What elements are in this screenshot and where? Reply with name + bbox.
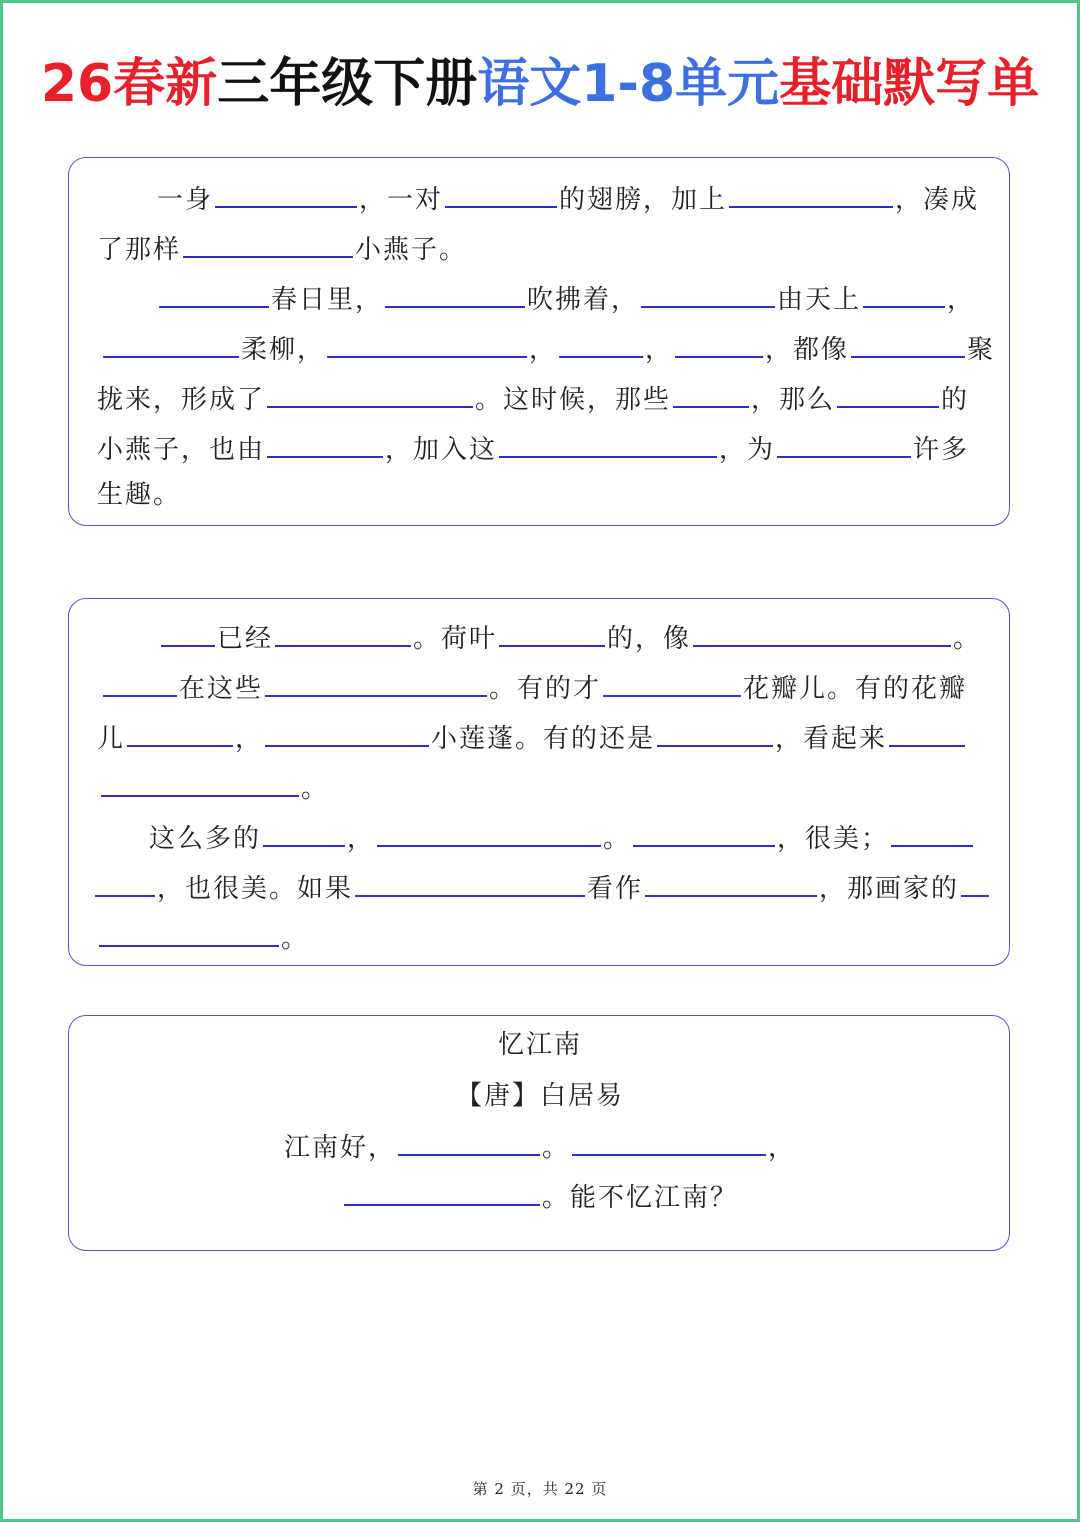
s2-line-7 xyxy=(97,917,309,956)
fill-blank[interactable] xyxy=(398,1126,540,1156)
fill-blank[interactable] xyxy=(95,867,155,897)
section-poem xyxy=(68,1015,1010,1251)
text: ，也很美。如果 xyxy=(157,874,354,904)
poem-title: 忆江南 xyxy=(497,1030,582,1060)
fill-blank[interactable] xyxy=(673,378,749,408)
text: ，看起来 xyxy=(775,724,888,754)
text: 了那样 xyxy=(97,235,182,265)
fill-blank[interactable] xyxy=(101,767,299,797)
poem-line-1 xyxy=(69,1126,1011,1165)
s2-line-6 xyxy=(93,867,991,906)
fill-blank[interactable] xyxy=(327,328,527,358)
text: ，那么 xyxy=(751,385,836,415)
text: ，很美； xyxy=(777,824,890,854)
s2-line-5 xyxy=(149,817,975,856)
text: 看作 xyxy=(587,874,644,904)
text: 的 xyxy=(941,385,970,415)
text: ， xyxy=(768,1133,797,1163)
text: 。荷叶 xyxy=(413,624,498,654)
text: ，凑成 xyxy=(895,185,980,215)
section-lotus xyxy=(68,598,1010,966)
fill-blank[interactable] xyxy=(891,817,973,847)
s2-line-4 xyxy=(99,767,329,806)
fill-blank[interactable] xyxy=(445,178,557,208)
text: 。 xyxy=(541,1133,570,1163)
text: 小莲蓬。有的还是 xyxy=(431,724,656,754)
s1-line-2 xyxy=(97,228,467,267)
text: 聚 xyxy=(967,335,996,365)
s2-line-2 xyxy=(101,667,967,706)
fill-blank[interactable] xyxy=(603,667,741,697)
text: 许多 xyxy=(913,435,970,465)
text: 。能不忆江南？ xyxy=(541,1183,738,1213)
text: 儿 xyxy=(97,724,126,754)
fill-blank[interactable] xyxy=(645,867,817,897)
text: 。 xyxy=(301,774,330,804)
page-number: 第 2 页，共 22 页 xyxy=(472,1480,608,1498)
text: ， xyxy=(235,724,264,754)
s1-line-6 xyxy=(97,428,969,467)
text: ，一对 xyxy=(359,185,444,215)
fill-blank[interactable] xyxy=(355,867,585,897)
text: 柔柳， xyxy=(241,335,326,365)
text: 的翅膀，加上 xyxy=(559,185,728,215)
title-part-blue: 语文1-8单元 xyxy=(477,54,780,114)
fill-blank[interactable] xyxy=(499,428,717,458)
fill-blank[interactable] xyxy=(267,428,383,458)
fill-blank[interactable] xyxy=(265,667,487,697)
fill-blank[interactable] xyxy=(961,867,989,897)
fill-blank[interactable] xyxy=(103,328,239,358)
text: 。 xyxy=(953,624,982,654)
fill-blank[interactable] xyxy=(851,328,965,358)
fill-blank[interactable] xyxy=(263,817,345,847)
text: 花瓣儿。有的花瓣 xyxy=(743,674,968,704)
fill-blank[interactable] xyxy=(499,617,605,647)
s2-line-3 xyxy=(97,717,967,756)
fill-blank[interactable] xyxy=(215,178,357,208)
fill-blank[interactable] xyxy=(265,717,429,747)
text: 。有的才 xyxy=(489,674,602,704)
poem-line-2 xyxy=(69,1176,1011,1215)
fill-blank[interactable] xyxy=(657,717,773,747)
fill-blank[interactable] xyxy=(863,278,945,308)
title-part-red: 26春新 xyxy=(40,54,218,114)
title-part-red-2: 基础默写单 xyxy=(779,54,1040,114)
fill-blank[interactable] xyxy=(127,717,233,747)
text: 。 xyxy=(281,924,310,954)
fill-blank[interactable] xyxy=(837,378,939,408)
text: ， xyxy=(645,335,674,365)
fill-blank[interactable] xyxy=(377,817,601,847)
fill-blank[interactable] xyxy=(693,617,951,647)
s1-line-7 xyxy=(97,478,181,512)
fill-blank[interactable] xyxy=(777,428,911,458)
s1-line-1 xyxy=(157,178,979,217)
fill-blank[interactable] xyxy=(161,617,215,647)
text: ， xyxy=(529,335,558,365)
s1-line-3 xyxy=(157,278,975,317)
fill-blank[interactable] xyxy=(385,278,525,308)
fill-blank[interactable] xyxy=(99,917,279,947)
text: ，加入这 xyxy=(385,435,498,465)
s1-line-5 xyxy=(97,378,969,417)
text: ，为 xyxy=(719,435,776,465)
fill-blank[interactable] xyxy=(103,667,177,697)
text: 江南好， xyxy=(283,1133,396,1163)
text: 一身 xyxy=(157,185,214,215)
text: 春日里， xyxy=(271,285,384,315)
s2-line-1 xyxy=(159,617,981,656)
text: 小燕子，也由 xyxy=(97,435,266,465)
fill-blank[interactable] xyxy=(675,328,763,358)
fill-blank[interactable] xyxy=(159,278,269,308)
title-part-black: 三年级下册 xyxy=(217,54,478,114)
s1-line-4 xyxy=(101,328,995,367)
fill-blank[interactable] xyxy=(729,178,893,208)
fill-blank[interactable] xyxy=(633,817,775,847)
fill-blank[interactable] xyxy=(641,278,775,308)
text: 生趣。 xyxy=(97,480,182,510)
text: 拢来，形成了 xyxy=(97,385,266,415)
text: ， xyxy=(947,285,976,315)
section-swallow xyxy=(68,157,1010,526)
text: ，都像 xyxy=(765,335,850,365)
text: 。这时候，那些 xyxy=(475,385,672,415)
text: 已经 xyxy=(217,624,274,654)
text: 吹拂着， xyxy=(527,285,640,315)
text: 小燕子。 xyxy=(355,235,468,265)
fill-blank[interactable] xyxy=(889,717,965,747)
fill-blank[interactable] xyxy=(572,1126,766,1156)
poem-author: 【唐】白居易 xyxy=(455,1081,624,1111)
text: 。 xyxy=(603,824,632,854)
text: ，那画家的 xyxy=(819,874,960,904)
text: 在这些 xyxy=(179,674,264,704)
fill-blank[interactable] xyxy=(344,1176,540,1206)
text: 的，像 xyxy=(607,624,692,654)
fill-blank[interactable] xyxy=(183,228,353,258)
worksheet-title xyxy=(0,52,1080,116)
fill-blank[interactable] xyxy=(559,328,643,358)
fill-blank[interactable] xyxy=(267,378,473,408)
fill-blank[interactable] xyxy=(275,617,411,647)
text: 这么多的 xyxy=(149,824,262,854)
text: 由天上 xyxy=(777,285,862,315)
text: ， xyxy=(347,824,376,854)
